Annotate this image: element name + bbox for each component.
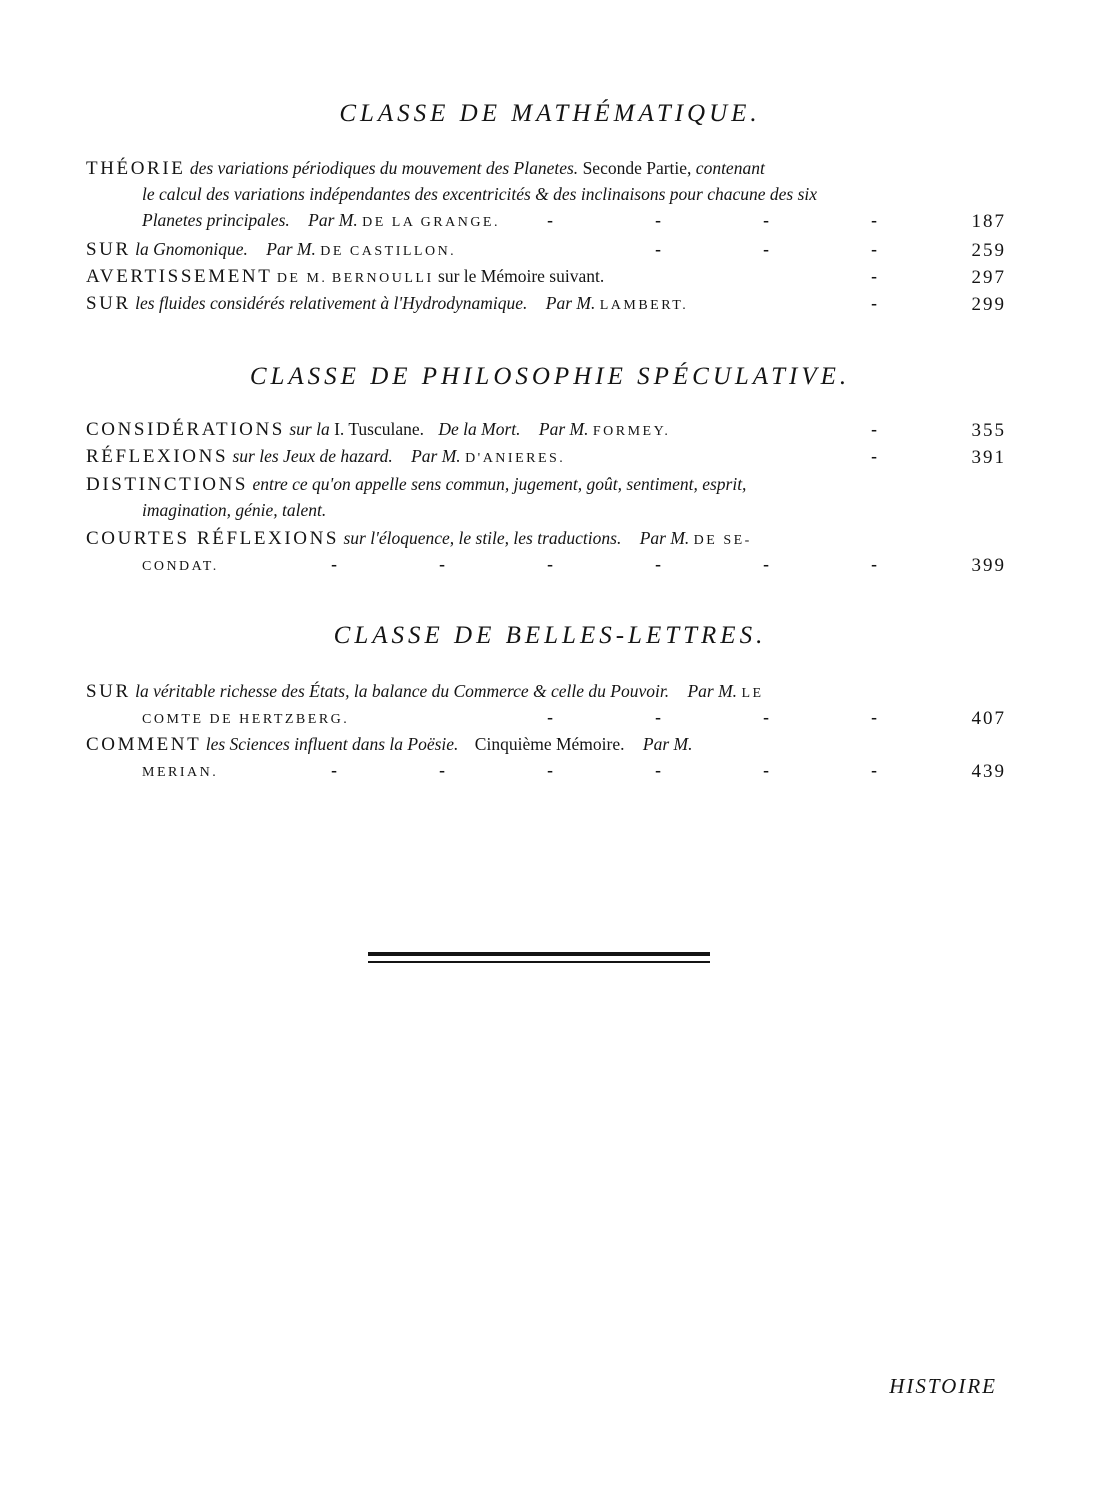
leader-dots: - - - - - - [331,760,877,780]
entry-keyword: SUR [86,681,131,702]
entry-author: D'ANIERES. [465,451,566,466]
entry-title: DE M. [276,271,328,286]
entry-sciences-poesie [86,731,1006,783]
section-title-belles-lettres: CLASSE DE BELLES-LETTRES. [333,622,767,649]
entry-author: LAMBERT. [599,298,689,313]
entry-title: les fluides considérés relativement à l'Hydrodynamique. [135,293,528,313]
entry-author: DE CASTILLON. [320,244,457,259]
page-number: 407 [971,708,1006,729]
entry-title: des variations périodiques du mouvement des Planetes. [189,158,579,178]
entry-keyword: DISTINCTIONS [86,474,249,495]
entry-author: DE SE- [693,533,752,548]
catchword: HISTOIRE [889,1374,997,1398]
entry-title: sur le Mémoire suivant. [438,266,605,286]
entry-author: DE LA GRANGE. [362,215,500,230]
section-title-philosophie: CLASSE DE PHILOSOPHIE SPÉCULATIVE. [249,363,851,390]
entry-title: sur les Jeux de hazard. [232,446,393,466]
entry-author: COMTE DE HERTZBERG. [142,712,350,727]
leader-dots: - - - - - - [331,554,877,574]
page-number: 355 [971,420,1006,441]
entry-author: CONDAT. [142,559,219,574]
entry-author: LE [741,686,764,701]
leader-dots: - - - [655,239,877,259]
page-number: 391 [971,447,1006,468]
leader-dots: - - - - [547,210,877,230]
entry-author-prefix: Par M. [538,419,589,439]
leader-dots: - [871,446,877,466]
page-number: 299 [971,294,1006,315]
entry-reflexions-jeux [86,443,1006,469]
entry-distinctions [86,471,1006,523]
leader-dots: - [871,266,877,286]
entry-title: Seconde Partie, [582,158,692,178]
entry-avertissement [86,263,1006,289]
entry-author-prefix: Par M. [411,446,461,466]
entry-title: De la Mort. [438,419,521,439]
entry-author-prefix: Par M. [266,239,316,259]
entry-author-prefix: Par M. [308,210,358,230]
entry-keyword: SUR [86,293,131,314]
entry-keyword: CONSIDÉRATIONS [86,419,285,440]
entry-title: contenant [695,158,765,178]
entry-keyword: THÉORIE [86,158,186,179]
leader-dots: - [871,293,877,313]
entry-author-prefix: Par M. [545,293,596,313]
entry-author: FORMEY. [592,424,671,439]
entry-title: entre ce qu'on appelle sens commun, jugement, goût, sentiment, esprit, [252,474,747,494]
entry-fluides [86,290,1006,316]
entry-author-prefix: Par M. [639,528,690,548]
entry-title: le calcul des variations indépendantes des excentricités & des inclinaisons pour chacune des six [142,184,818,204]
entry-title: sur l'éloquence, le stile, les traductions. [343,528,622,548]
leader-dots: - - - - [547,707,877,727]
entry-title: Planetes principales. [142,210,290,230]
page-number: 439 [971,761,1006,782]
entry-gnomonique [86,236,1006,262]
entry-author-prefix: Par M. [642,734,693,754]
entry-title: la véritable richesse des États, la balance du Commerce & celle du Pouvoir. [135,681,670,701]
double-rule-top [368,952,710,956]
page-number: 187 [971,211,1006,232]
entry-author-prefix: Par M. [687,681,738,701]
entry-considerations [86,416,1006,442]
entry-keyword: AVERTISSEMENT [86,266,273,287]
entry-title: Cinquième Mémoire. [474,734,625,754]
entry-keyword: COMMENT [86,734,202,755]
double-rule-bottom [368,961,710,963]
entry-title: I. Tusculane. [334,419,425,439]
entry-title: les Sciences influent dans la Poësie. [205,734,459,754]
leader-dots: - [871,419,877,439]
entry-theorie [86,155,1006,233]
entry-author: BERNOULLI [331,271,434,286]
section-title-mathematique: CLASSE DE MATHÉMATIQUE. [339,100,761,127]
page-number: 297 [971,267,1006,288]
page-number: 399 [971,555,1006,576]
entry-title: sur la [289,419,330,439]
entry-richesse-etats [86,678,1006,730]
page-number: 259 [971,240,1006,261]
entry-author: MERIAN. [142,765,219,780]
entry-title: la Gnomonique. [135,239,248,259]
entry-courtes-reflexions [86,525,1006,577]
entry-keyword: COURTES RÉFLEXIONS [86,528,340,549]
entry-keyword: SUR [86,239,131,260]
entry-keyword: RÉFLEXIONS [86,446,229,467]
entry-title: imagination, génie, talent. [142,500,327,520]
